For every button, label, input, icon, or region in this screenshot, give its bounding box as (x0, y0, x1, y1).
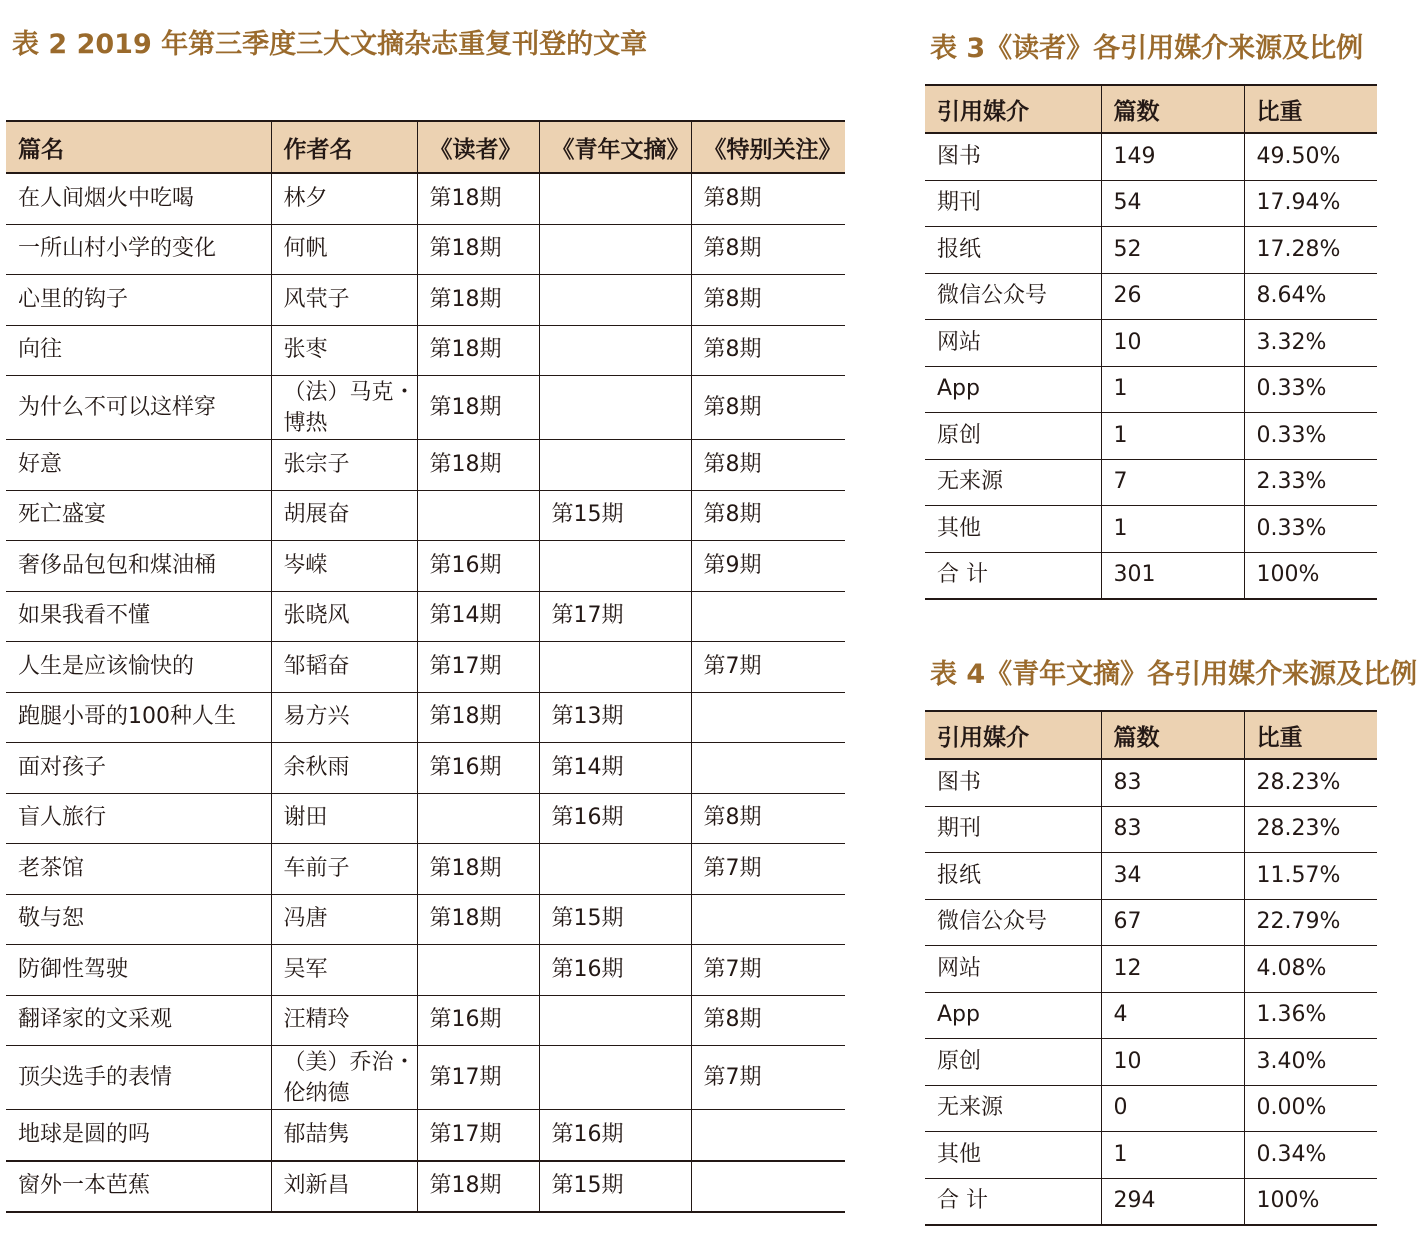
table-cell: 26 (1101, 273, 1244, 320)
table-cell: 第8期 (691, 376, 845, 440)
table-cell: 第7期 (691, 945, 845, 996)
table-cell: 0 (1101, 1085, 1244, 1132)
table-cell: 第18期 (417, 275, 539, 326)
table-cell: 4.08% (1244, 946, 1377, 993)
table-cell: 第16期 (417, 743, 539, 794)
table-row (925, 413, 1377, 460)
table-row (6, 173, 845, 224)
table-cell: 微信公众号 (925, 273, 1101, 320)
table-cell: 顶尖选手的表情 (6, 1046, 271, 1110)
table-row (6, 743, 845, 794)
table-row (925, 320, 1377, 367)
table-cell: 第8期 (691, 275, 845, 326)
table-cell (539, 844, 691, 895)
table-cell: 谢田 (271, 793, 417, 844)
column-header: 篇数 (1101, 85, 1244, 133)
table-cell: 其他 (925, 506, 1101, 553)
table-cell: 17.28% (1244, 227, 1377, 274)
table-cell: 人生是应该愉快的 (6, 642, 271, 693)
table-2-title: 表 2 2019 年第三季度三大文摘杂志重复刊登的文章 (12, 29, 648, 60)
table-cell: 28.23% (1244, 759, 1377, 806)
table-cell: 10 (1101, 320, 1244, 367)
table-cell: 第16期 (539, 945, 691, 996)
table-row (925, 1132, 1377, 1179)
table-row (6, 844, 845, 895)
table-cell: 0.00% (1244, 1085, 1377, 1132)
table-cell: 52 (1101, 227, 1244, 274)
table-cell (539, 440, 691, 491)
table-cell: 67 (1101, 899, 1244, 946)
table-cell: 在人间烟火中吃喝 (6, 173, 271, 224)
table-cell (691, 894, 845, 945)
table-cell: 第13期 (539, 692, 691, 743)
table-cell: 100% (1244, 1178, 1377, 1225)
table-cell: 奢侈品包包和煤油桶 (6, 541, 271, 592)
table-cell: 如果我看不懂 (6, 591, 271, 642)
table-row (925, 806, 1377, 853)
table-row (925, 506, 1377, 553)
table-cell: 第18期 (417, 692, 539, 743)
table-cell: 第15期 (539, 1161, 691, 1213)
table-cell: 第8期 (691, 224, 845, 275)
table-cell: 0.34% (1244, 1132, 1377, 1179)
table-cell: 第8期 (691, 173, 845, 224)
table-cell: 郁喆隽 (271, 1110, 417, 1161)
table-cell: 第7期 (691, 1046, 845, 1110)
table-cell: 冯唐 (271, 894, 417, 945)
table-cell: 其他 (925, 1132, 1101, 1179)
table-row (6, 275, 845, 326)
table-header-row (6, 121, 845, 173)
table-cell: 合 计 (925, 552, 1101, 599)
table-cell: 83 (1101, 806, 1244, 853)
table-row (925, 992, 1377, 1039)
table-cell: 合 计 (925, 1178, 1101, 1225)
table-row (925, 227, 1377, 274)
table-cell: 车前子 (271, 844, 417, 895)
table-row (925, 552, 1377, 599)
table-cell: 83 (1101, 759, 1244, 806)
table-cell: 第8期 (691, 490, 845, 541)
table-row (925, 133, 1377, 180)
table-cell: 易方兴 (271, 692, 417, 743)
table-2-duplicate-articles (6, 120, 845, 1213)
table-cell: 一所山村小学的变化 (6, 224, 271, 275)
table-cell: （美）乔治・伦纳德 (271, 1046, 417, 1110)
table-3-duzhe-sources (925, 84, 1377, 600)
table-row (6, 1110, 845, 1161)
table-row (6, 1046, 845, 1110)
table-row (6, 325, 845, 376)
table-cell: 张枣 (271, 325, 417, 376)
table-cell: 1 (1101, 366, 1244, 413)
table-row (6, 894, 845, 945)
table-cell: 为什么不可以这样穿 (6, 376, 271, 440)
column-header: 引用媒介 (925, 711, 1101, 759)
table-row (6, 376, 845, 440)
table-cell: 风茕子 (271, 275, 417, 326)
table-cell: 2.33% (1244, 459, 1377, 506)
table-cell: 跑腿小哥的100种人生 (6, 692, 271, 743)
column-header: 篇数 (1101, 711, 1244, 759)
table-3-title: 表 3《读者》各引用媒介来源及比例 (930, 33, 1364, 64)
column-header: 《青年文摘》 (539, 121, 691, 173)
table-cell: 岑嵘 (271, 541, 417, 592)
table-cell: 胡展奋 (271, 490, 417, 541)
table-cell (417, 793, 539, 844)
table-row (6, 591, 845, 642)
table-header-row (925, 85, 1377, 133)
table-cell: 第18期 (417, 844, 539, 895)
table-cell: 报纸 (925, 853, 1101, 900)
table-cell: 第18期 (417, 376, 539, 440)
table-cell: 张宗子 (271, 440, 417, 491)
table-cell (539, 224, 691, 275)
table-cell: 第8期 (691, 793, 845, 844)
table-row (925, 273, 1377, 320)
column-header: 《特别关注》 (691, 121, 845, 173)
table-cell: 何帆 (271, 224, 417, 275)
column-header: 比重 (1244, 711, 1377, 759)
table-cell (539, 275, 691, 326)
table-row (6, 224, 845, 275)
table-cell: 第8期 (691, 325, 845, 376)
table-cell: 心里的钩子 (6, 275, 271, 326)
table-cell: 17.94% (1244, 180, 1377, 227)
table-cell: 死亡盛宴 (6, 490, 271, 541)
table-cell: 0.33% (1244, 366, 1377, 413)
table-cell: 1 (1101, 413, 1244, 460)
table-row (925, 899, 1377, 946)
column-header: 《读者》 (417, 121, 539, 173)
table-cell: 原创 (925, 413, 1101, 460)
table-cell: 34 (1101, 853, 1244, 900)
table-cell: 地球是圆的吗 (6, 1110, 271, 1161)
table-cell: 0.33% (1244, 413, 1377, 460)
table-cell (539, 642, 691, 693)
table-row (925, 459, 1377, 506)
table-cell: 吴军 (271, 945, 417, 996)
table-cell: 面对孩子 (6, 743, 271, 794)
column-header: 引用媒介 (925, 85, 1101, 133)
table-cell: 无来源 (925, 459, 1101, 506)
table-cell: 28.23% (1244, 806, 1377, 853)
table-cell: 向往 (6, 325, 271, 376)
table-cell: 第17期 (417, 1046, 539, 1110)
table-cell: 汪精玲 (271, 995, 417, 1046)
table-cell: 防御性驾驶 (6, 945, 271, 996)
table-cell: 第7期 (691, 844, 845, 895)
table-cell: App (925, 366, 1101, 413)
table-cell (539, 173, 691, 224)
table-cell (691, 1110, 845, 1161)
table-cell: 301 (1101, 552, 1244, 599)
table-cell (691, 1161, 845, 1213)
table-cell: 第14期 (417, 591, 539, 642)
table-cell (417, 490, 539, 541)
table-cell: 8.64% (1244, 273, 1377, 320)
table-cell: 图书 (925, 133, 1101, 180)
table-cell: 第14期 (539, 743, 691, 794)
table-row (6, 692, 845, 743)
table-row (6, 995, 845, 1046)
table-cell: 第17期 (417, 1110, 539, 1161)
table-row (6, 490, 845, 541)
table-cell: 54 (1101, 180, 1244, 227)
table-cell: 好意 (6, 440, 271, 491)
table-cell: 微信公众号 (925, 899, 1101, 946)
table-row (925, 1039, 1377, 1086)
table-row (925, 180, 1377, 227)
table-cell: 3.40% (1244, 1039, 1377, 1086)
table-cell: 无来源 (925, 1085, 1101, 1132)
column-header: 比重 (1244, 85, 1377, 133)
table-cell (539, 995, 691, 1046)
table-cell: 图书 (925, 759, 1101, 806)
table-cell: 张晓风 (271, 591, 417, 642)
table-cell: 7 (1101, 459, 1244, 506)
column-header: 作者名 (271, 121, 417, 173)
table-row (925, 759, 1377, 806)
table-cell: 100% (1244, 552, 1377, 599)
table-cell: 第9期 (691, 541, 845, 592)
table-cell (539, 541, 691, 592)
table-cell: 0.33% (1244, 506, 1377, 553)
table-row (925, 1085, 1377, 1132)
table-cell: 余秋雨 (271, 743, 417, 794)
table-row (925, 366, 1377, 413)
table-header-row (925, 711, 1377, 759)
table-cell: 11.57% (1244, 853, 1377, 900)
table-cell: （法）马克・博热 (271, 376, 417, 440)
table-row (6, 945, 845, 996)
table-row (6, 1161, 845, 1213)
table-cell: 盲人旅行 (6, 793, 271, 844)
table-cell: 1 (1101, 506, 1244, 553)
table-row (925, 853, 1377, 900)
table-cell: 第18期 (417, 440, 539, 491)
table-cell: 4 (1101, 992, 1244, 1039)
table-cell (539, 376, 691, 440)
table-cell: 林夕 (271, 173, 417, 224)
table-cell (539, 325, 691, 376)
table-cell: 期刊 (925, 180, 1101, 227)
table-cell (691, 692, 845, 743)
table-cell: 1 (1101, 1132, 1244, 1179)
table-cell (691, 591, 845, 642)
table-cell: 第18期 (417, 1161, 539, 1213)
table-4-title: 表 4《青年文摘》各引用媒介来源及比例 (930, 659, 1418, 690)
table-cell: 3.32% (1244, 320, 1377, 367)
table-cell: 1.36% (1244, 992, 1377, 1039)
table-cell: 第18期 (417, 325, 539, 376)
table-cell: 老茶馆 (6, 844, 271, 895)
table-row (6, 642, 845, 693)
table-row (925, 1178, 1377, 1225)
table-cell: 12 (1101, 946, 1244, 993)
table-row (925, 946, 1377, 993)
table-cell: 第8期 (691, 995, 845, 1046)
column-header: 篇名 (6, 121, 271, 173)
table-cell: 敬与恕 (6, 894, 271, 945)
table-cell: 149 (1101, 133, 1244, 180)
table-row (6, 793, 845, 844)
table-cell: 原创 (925, 1039, 1101, 1086)
table-row (6, 541, 845, 592)
table-cell: 网站 (925, 320, 1101, 367)
table-cell (417, 945, 539, 996)
table-cell: 22.79% (1244, 899, 1377, 946)
table-cell: 第15期 (539, 490, 691, 541)
table-4-qingnian-sources (925, 710, 1377, 1226)
table-cell: 第18期 (417, 224, 539, 275)
table-cell: 窗外一本芭蕉 (6, 1161, 271, 1213)
table-row (6, 440, 845, 491)
table-cell: 第17期 (539, 591, 691, 642)
table-cell: 第8期 (691, 440, 845, 491)
table-cell: 报纸 (925, 227, 1101, 274)
table-cell: 第17期 (417, 642, 539, 693)
table-cell: 第16期 (539, 793, 691, 844)
table-cell: 第18期 (417, 894, 539, 945)
table-cell: 10 (1101, 1039, 1244, 1086)
table-cell (539, 1046, 691, 1110)
table-cell: 刘新昌 (271, 1161, 417, 1213)
table-cell: App (925, 992, 1101, 1039)
table-cell: 第18期 (417, 173, 539, 224)
table-cell: 期刊 (925, 806, 1101, 853)
table-cell (691, 743, 845, 794)
table-cell: 网站 (925, 946, 1101, 993)
table-cell: 294 (1101, 1178, 1244, 1225)
table-cell: 49.50% (1244, 133, 1377, 180)
table-cell: 翻译家的文采观 (6, 995, 271, 1046)
table-cell: 第16期 (417, 995, 539, 1046)
table-cell: 第16期 (417, 541, 539, 592)
table-cell: 第16期 (539, 1110, 691, 1161)
table-cell: 第15期 (539, 894, 691, 945)
table-cell: 邹韬奋 (271, 642, 417, 693)
table-cell: 第7期 (691, 642, 845, 693)
